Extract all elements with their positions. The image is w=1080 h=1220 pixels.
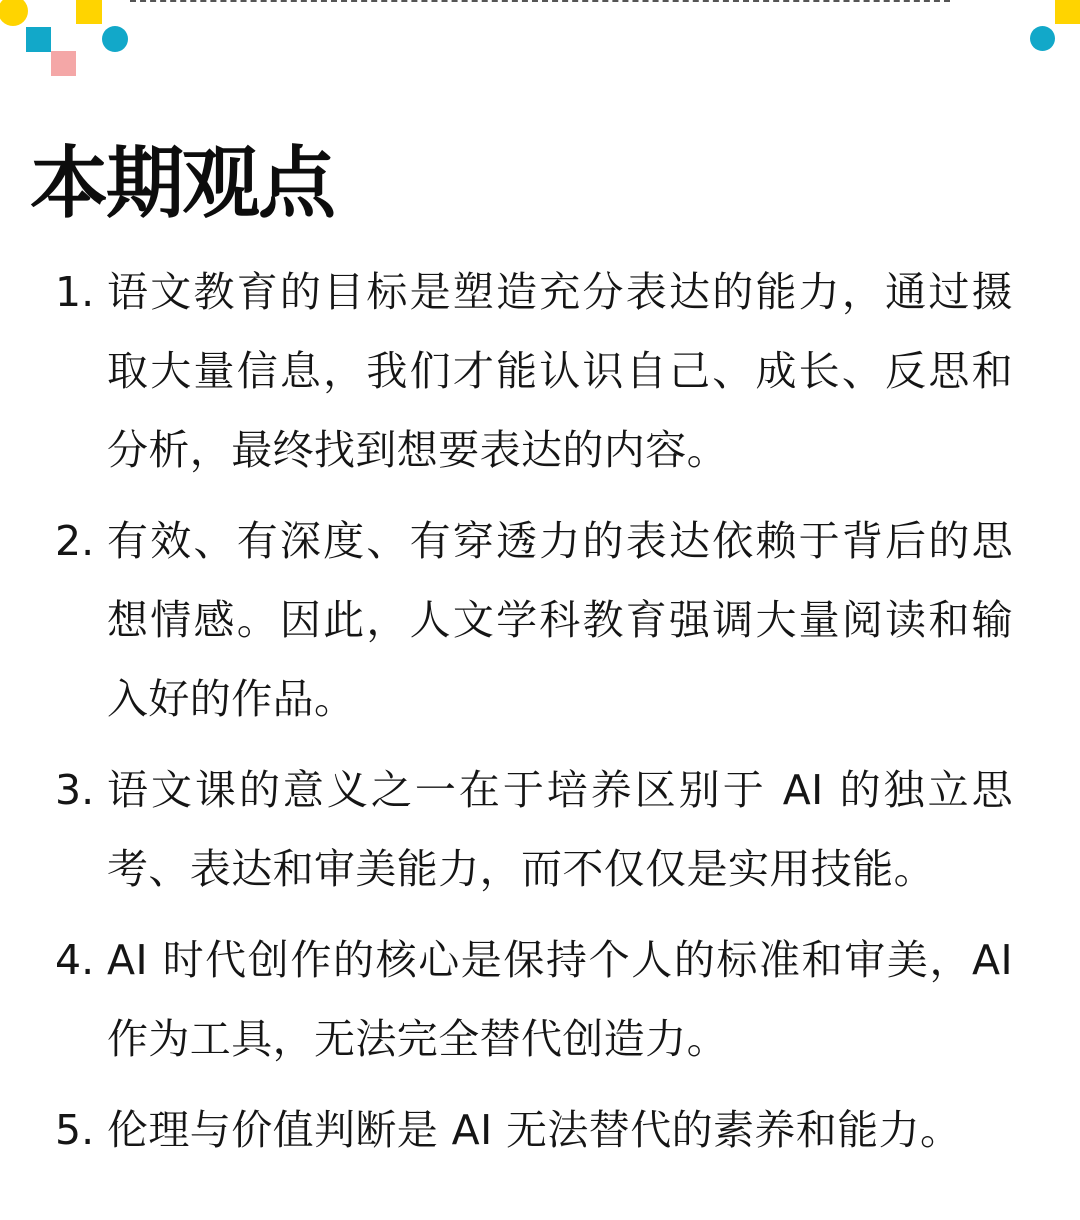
point-text: AI 时代创作的核心是保持个人的标准和审美，AI 作为工具，无法完全替代创造力。 [107, 936, 1013, 1063]
point-item-5 [55, 1091, 1015, 1170]
teal-square-decoration [26, 27, 51, 52]
point-item-1 [55, 253, 1015, 490]
point-item-3 [55, 751, 1015, 909]
point-number: 4. [55, 936, 95, 984]
point-text: 有效、有深度、有穿透力的表达依赖于背后的思想情感。因此，人文学科教育强调大量阅读和输入好的作品。 [107, 517, 1013, 723]
point-item-4 [55, 921, 1015, 1079]
top-dashed-divider [130, 0, 950, 2]
pink-square-decoration [51, 51, 76, 76]
point-number: 2. [55, 517, 95, 565]
point-text: 语文课的意义之一在于培养区别于 AI 的独立思考、表达和审美能力，而不仅仅是实用技能。 [107, 766, 1013, 893]
teal-circle-decoration [102, 26, 128, 52]
point-number: 1. [55, 268, 95, 316]
point-number: 3. [55, 766, 95, 814]
yellow-square-decoration [76, 0, 102, 24]
yellow-circle-decoration [0, 0, 28, 26]
point-item-2 [55, 502, 1015, 739]
points-list [55, 253, 1015, 1182]
point-text: 伦理与价值判断是 AI 无法替代的素养和能力。 [107, 1106, 962, 1154]
page-title: 本期观点 [30, 139, 335, 229]
point-text: 语文教育的目标是塑造充分表达的能力，通过摄取大量信息，我们才能认识自己、成长、反思和分析，最终找到想要表达的内容。 [107, 268, 1013, 474]
yellow-square-decoration-right [1055, 0, 1080, 24]
point-number: 5. [55, 1106, 95, 1154]
teal-circle-decoration-right [1030, 26, 1055, 51]
